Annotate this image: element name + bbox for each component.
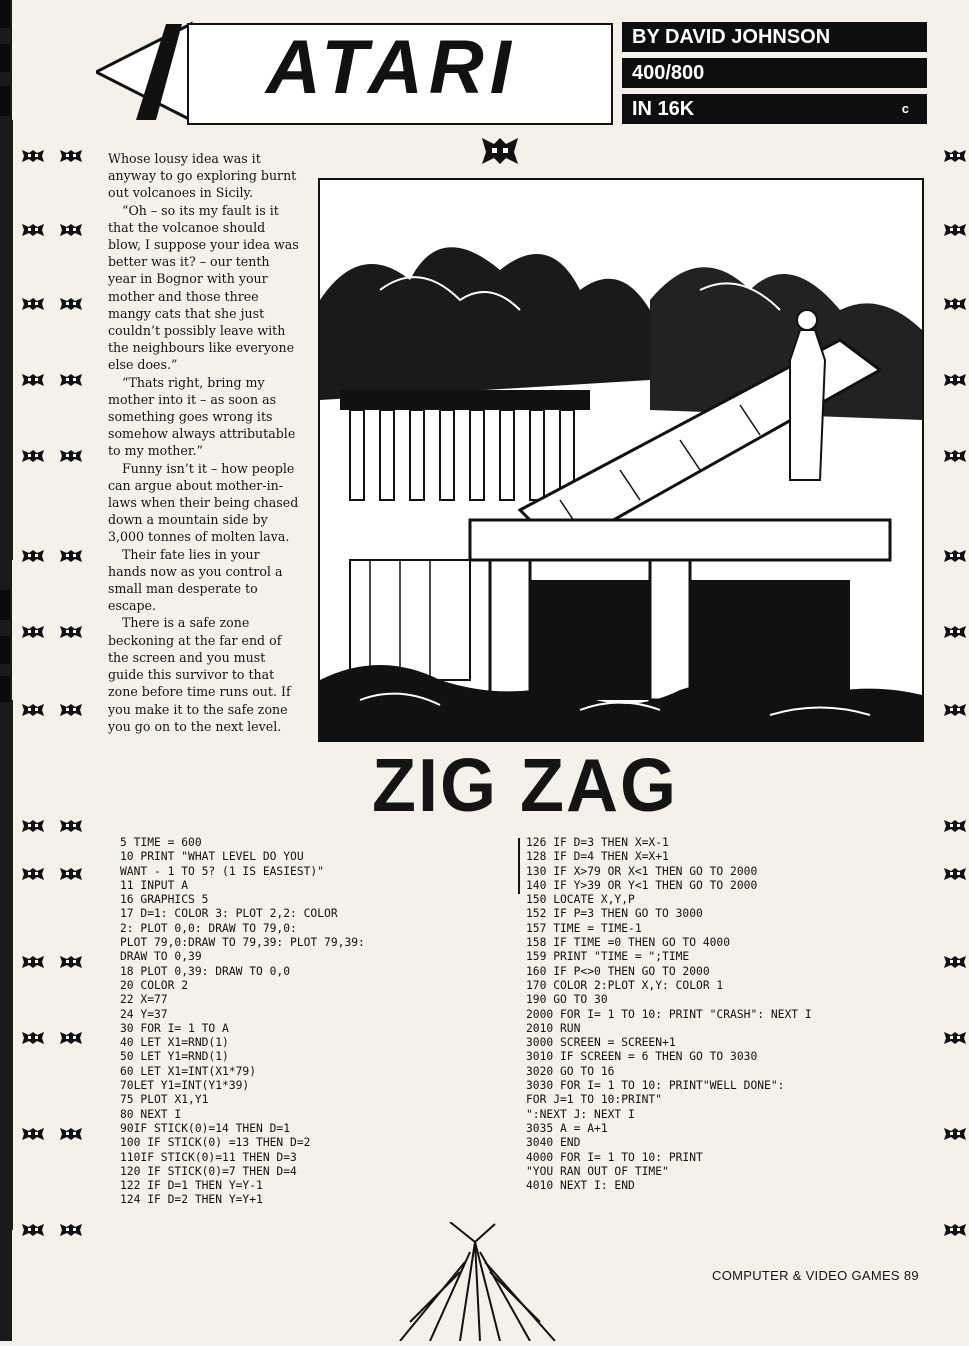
code-line: 128 IF D=4 THEN X=X+1 [526, 850, 669, 864]
scan-edge [0, 0, 12, 1341]
intro-paragraph: “Oh – so its my fault is it that the volcanoe should blow, I suppose your idea was better was it? – our tenth year in Bognor with your mother and those three mangy cats that she just couldn’t possibly leave with the neighbours like everyone else does.” [108, 202, 299, 373]
code-line: 11 INPUT A [120, 878, 189, 892]
code-line: 3035 A = A+1 [526, 1121, 608, 1135]
lava-splash-illustration [390, 1222, 560, 1341]
edge-block [0, 86, 10, 116]
code-line: 2010 RUN [526, 1021, 581, 1035]
space-invader-icon [20, 372, 46, 388]
code-line: 3020 GO TO 16 [526, 1064, 615, 1078]
intro-paragraph: Their fate lies in your hands now as you control a small man desperate to escape. [108, 546, 283, 614]
code-line: 24 Y=37 [120, 1007, 168, 1021]
code-line: 4010 NEXT I: END [526, 1179, 635, 1193]
space-invader-icon [942, 1222, 968, 1238]
illustration-art [320, 180, 922, 740]
machine-label: 400/800 [632, 62, 705, 84]
code-line: 20 COLOR 2 [120, 978, 189, 992]
space-invader-icon [942, 448, 968, 464]
code-line: 22 X=77 [120, 993, 168, 1007]
code-line: 80 NEXT I [120, 1107, 182, 1121]
space-invader-icon [942, 548, 968, 564]
code-line: 16 GRAPHICS 5 [120, 893, 209, 907]
code-line: 120 IF STICK(0)=7 THEN D=4 [120, 1164, 297, 1178]
code-line: DRAW TO 0,39 [120, 950, 202, 964]
listing-rule [518, 838, 520, 894]
listing-column-2 [526, 836, 812, 1193]
space-invader-icon [58, 702, 84, 718]
atari-logo [96, 20, 618, 130]
code-line: 40 LET X1=RND(1) [120, 1036, 229, 1050]
code-line: 190 GO TO 30 [526, 993, 608, 1007]
edge-line [12, 700, 13, 1230]
space-invader-icon [942, 372, 968, 388]
code-line: 60 LET X1=INT(X1*79) [120, 1064, 257, 1078]
code-line: 150 LOCATE X,Y,P [526, 893, 635, 907]
code-line: 158 IF TIME =0 THEN GO TO 4000 [526, 936, 731, 950]
space-invader-icon [58, 624, 84, 640]
space-invader-icon [942, 954, 968, 970]
space-invader-icon [20, 1126, 46, 1142]
page-number: 89 [903, 1268, 919, 1283]
space-invader-icon [20, 818, 46, 834]
listing-column-1 [120, 836, 365, 1208]
space-invader-icon [58, 372, 84, 388]
magazine-name: COMPUTER & VIDEO GAMES [712, 1268, 900, 1283]
edge-block [0, 590, 10, 620]
space-invader-icon [58, 296, 84, 312]
space-invader-icon [20, 548, 46, 564]
space-invader-icon [942, 818, 968, 834]
code-line: 17 D=1: COLOR 3: PLOT 2,2: COLOR [120, 907, 338, 921]
intro-paragraph: There is a safe zone beckoning at the far end of the screen and you must guide this survivor to that zone before time runs out. If you make it to the safe zone you go on to the next level. [108, 615, 291, 734]
memory-bar [622, 94, 927, 124]
space-invader-icon [58, 954, 84, 970]
code-line: 110IF STICK(0)=11 THEN D=3 [120, 1150, 297, 1164]
game-title: ZIG ZAG [372, 744, 678, 828]
logo-text: ATARI [266, 25, 517, 110]
code-line: 75 PLOT X1,Y1 [120, 1093, 209, 1107]
space-invader-icon [20, 448, 46, 464]
space-invader-icon [20, 222, 46, 238]
author-byline: BY DAVID JOHNSON [632, 26, 831, 48]
space-invader-icon [942, 866, 968, 882]
space-invader-icon [58, 1222, 84, 1238]
corner-mark: c [901, 101, 909, 116]
space-invader-icon [20, 1030, 46, 1046]
code-line: PLOT 79,0:DRAW TO 79,39: PLOT 79,39: [120, 936, 365, 950]
code-line: 3000 SCREEN = SCREEN+1 [526, 1036, 676, 1050]
space-invader-icon [20, 1222, 46, 1238]
code-line: 122 IF D=1 THEN Y=Y-1 [120, 1179, 263, 1193]
code-line: WANT - 1 TO 5? (1 IS EASIEST)" [120, 864, 325, 878]
code-line: 157 TIME = TIME-1 [526, 921, 642, 935]
code-line: 140 IF Y>39 OR Y<1 THEN GO TO 2000 [526, 878, 758, 892]
code-line: 170 COLOR 2:PLOT X,Y: COLOR 1 [526, 978, 724, 992]
space-invader-icon [942, 222, 968, 238]
space-invader-icon [58, 1030, 84, 1046]
space-invader-icon [942, 1126, 968, 1142]
space-invader-icon [20, 702, 46, 718]
memory-label: IN 16K [632, 98, 695, 120]
space-invader-icon [58, 818, 84, 834]
intro-paragraph: Funny isn’t it – how people can argue about mother-in-laws when their being chased down a mountain side by 3,000 tonnes of molten lava. [108, 460, 299, 545]
intro-paragraph: Whose lousy idea was it anyway to go exploring burnt out volcanoes in Sicily. [108, 151, 297, 201]
space-invader-icon [942, 702, 968, 718]
space-invader-icon [20, 296, 46, 312]
code-line: 18 PLOT 0,39: DRAW TO 0,0 [120, 964, 291, 978]
edge-block [0, 636, 10, 664]
code-line: 152 IF P=3 THEN GO TO 3000 [526, 907, 703, 921]
code-line: ":NEXT J: NEXT I [526, 1107, 635, 1121]
code-line: 2000 FOR I= 1 TO 10: PRINT "CRASH": NEXT I [526, 1007, 812, 1021]
code-line: 30 FOR I= 1 TO A [120, 1021, 229, 1035]
code-line: 50 LET Y1=RND(1) [120, 1050, 229, 1064]
machine-bar [622, 58, 927, 88]
code-line: 90IF STICK(0)=14 THEN D=1 [120, 1121, 291, 1135]
space-invader-icon [20, 624, 46, 640]
intro-paragraph: “Thats right, bring my mother into it – as soon as something goes wrong its somehow always attributable to my mother.” [108, 374, 296, 459]
code-line: 124 IF D=2 THEN Y=Y+1 [120, 1193, 263, 1207]
code-line: "YOU RAN OUT OF TIME" [526, 1164, 669, 1178]
code-line: 130 IF X>79 OR X<1 THEN GO TO 2000 [526, 864, 758, 878]
space-invader-icon [58, 222, 84, 238]
space-invader-icon [20, 866, 46, 882]
space-invader-icon [942, 624, 968, 640]
code-line: 3030 FOR I= 1 TO 10: PRINT"WELL DONE": [526, 1079, 785, 1093]
byline-bar [622, 22, 927, 52]
code-line: 5 TIME = 600 [120, 836, 202, 849]
code-line: 100 IF STICK(0) =13 THEN D=2 [120, 1136, 311, 1150]
code-line: 10 PRINT "WHAT LEVEL DO YOU [120, 850, 304, 864]
code-line: 126 IF D=3 THEN X=X-1 [526, 836, 669, 849]
space-invader-icon [20, 954, 46, 970]
space-invader-icon [478, 134, 522, 173]
code-line: FOR J=1 TO 10:PRINT" [526, 1093, 663, 1107]
code-line: 3040 END [526, 1136, 581, 1150]
space-invader-icon [58, 548, 84, 564]
intro-story [108, 150, 300, 735]
space-invader-icon [20, 148, 46, 164]
edge-line [12, 120, 13, 560]
space-invader-icon [942, 296, 968, 312]
code-line: 2: PLOT 0,0: DRAW TO 79,0: [120, 921, 297, 935]
space-invader-icon [58, 148, 84, 164]
code-line: 3010 IF SCREEN = 6 THEN GO TO 3030 [526, 1050, 758, 1064]
page-footer [712, 1268, 919, 1283]
edge-block [0, 676, 10, 702]
space-invader-icon [58, 448, 84, 464]
space-invader-icon [942, 148, 968, 164]
volcano-illustration [318, 178, 924, 742]
code-line: 4000 FOR I= 1 TO 10: PRINT [526, 1150, 703, 1164]
space-invader-icon [58, 866, 84, 882]
space-invader-icon [942, 1030, 968, 1046]
code-line: 70LET Y1=INT(Y1*39) [120, 1079, 250, 1093]
space-invader-icon [58, 1126, 84, 1142]
edge-block [0, 0, 10, 28]
code-line: 159 PRINT "TIME = ";TIME [526, 950, 690, 964]
code-line: 160 IF P<>0 THEN GO TO 2000 [526, 964, 710, 978]
edge-block [0, 44, 10, 72]
